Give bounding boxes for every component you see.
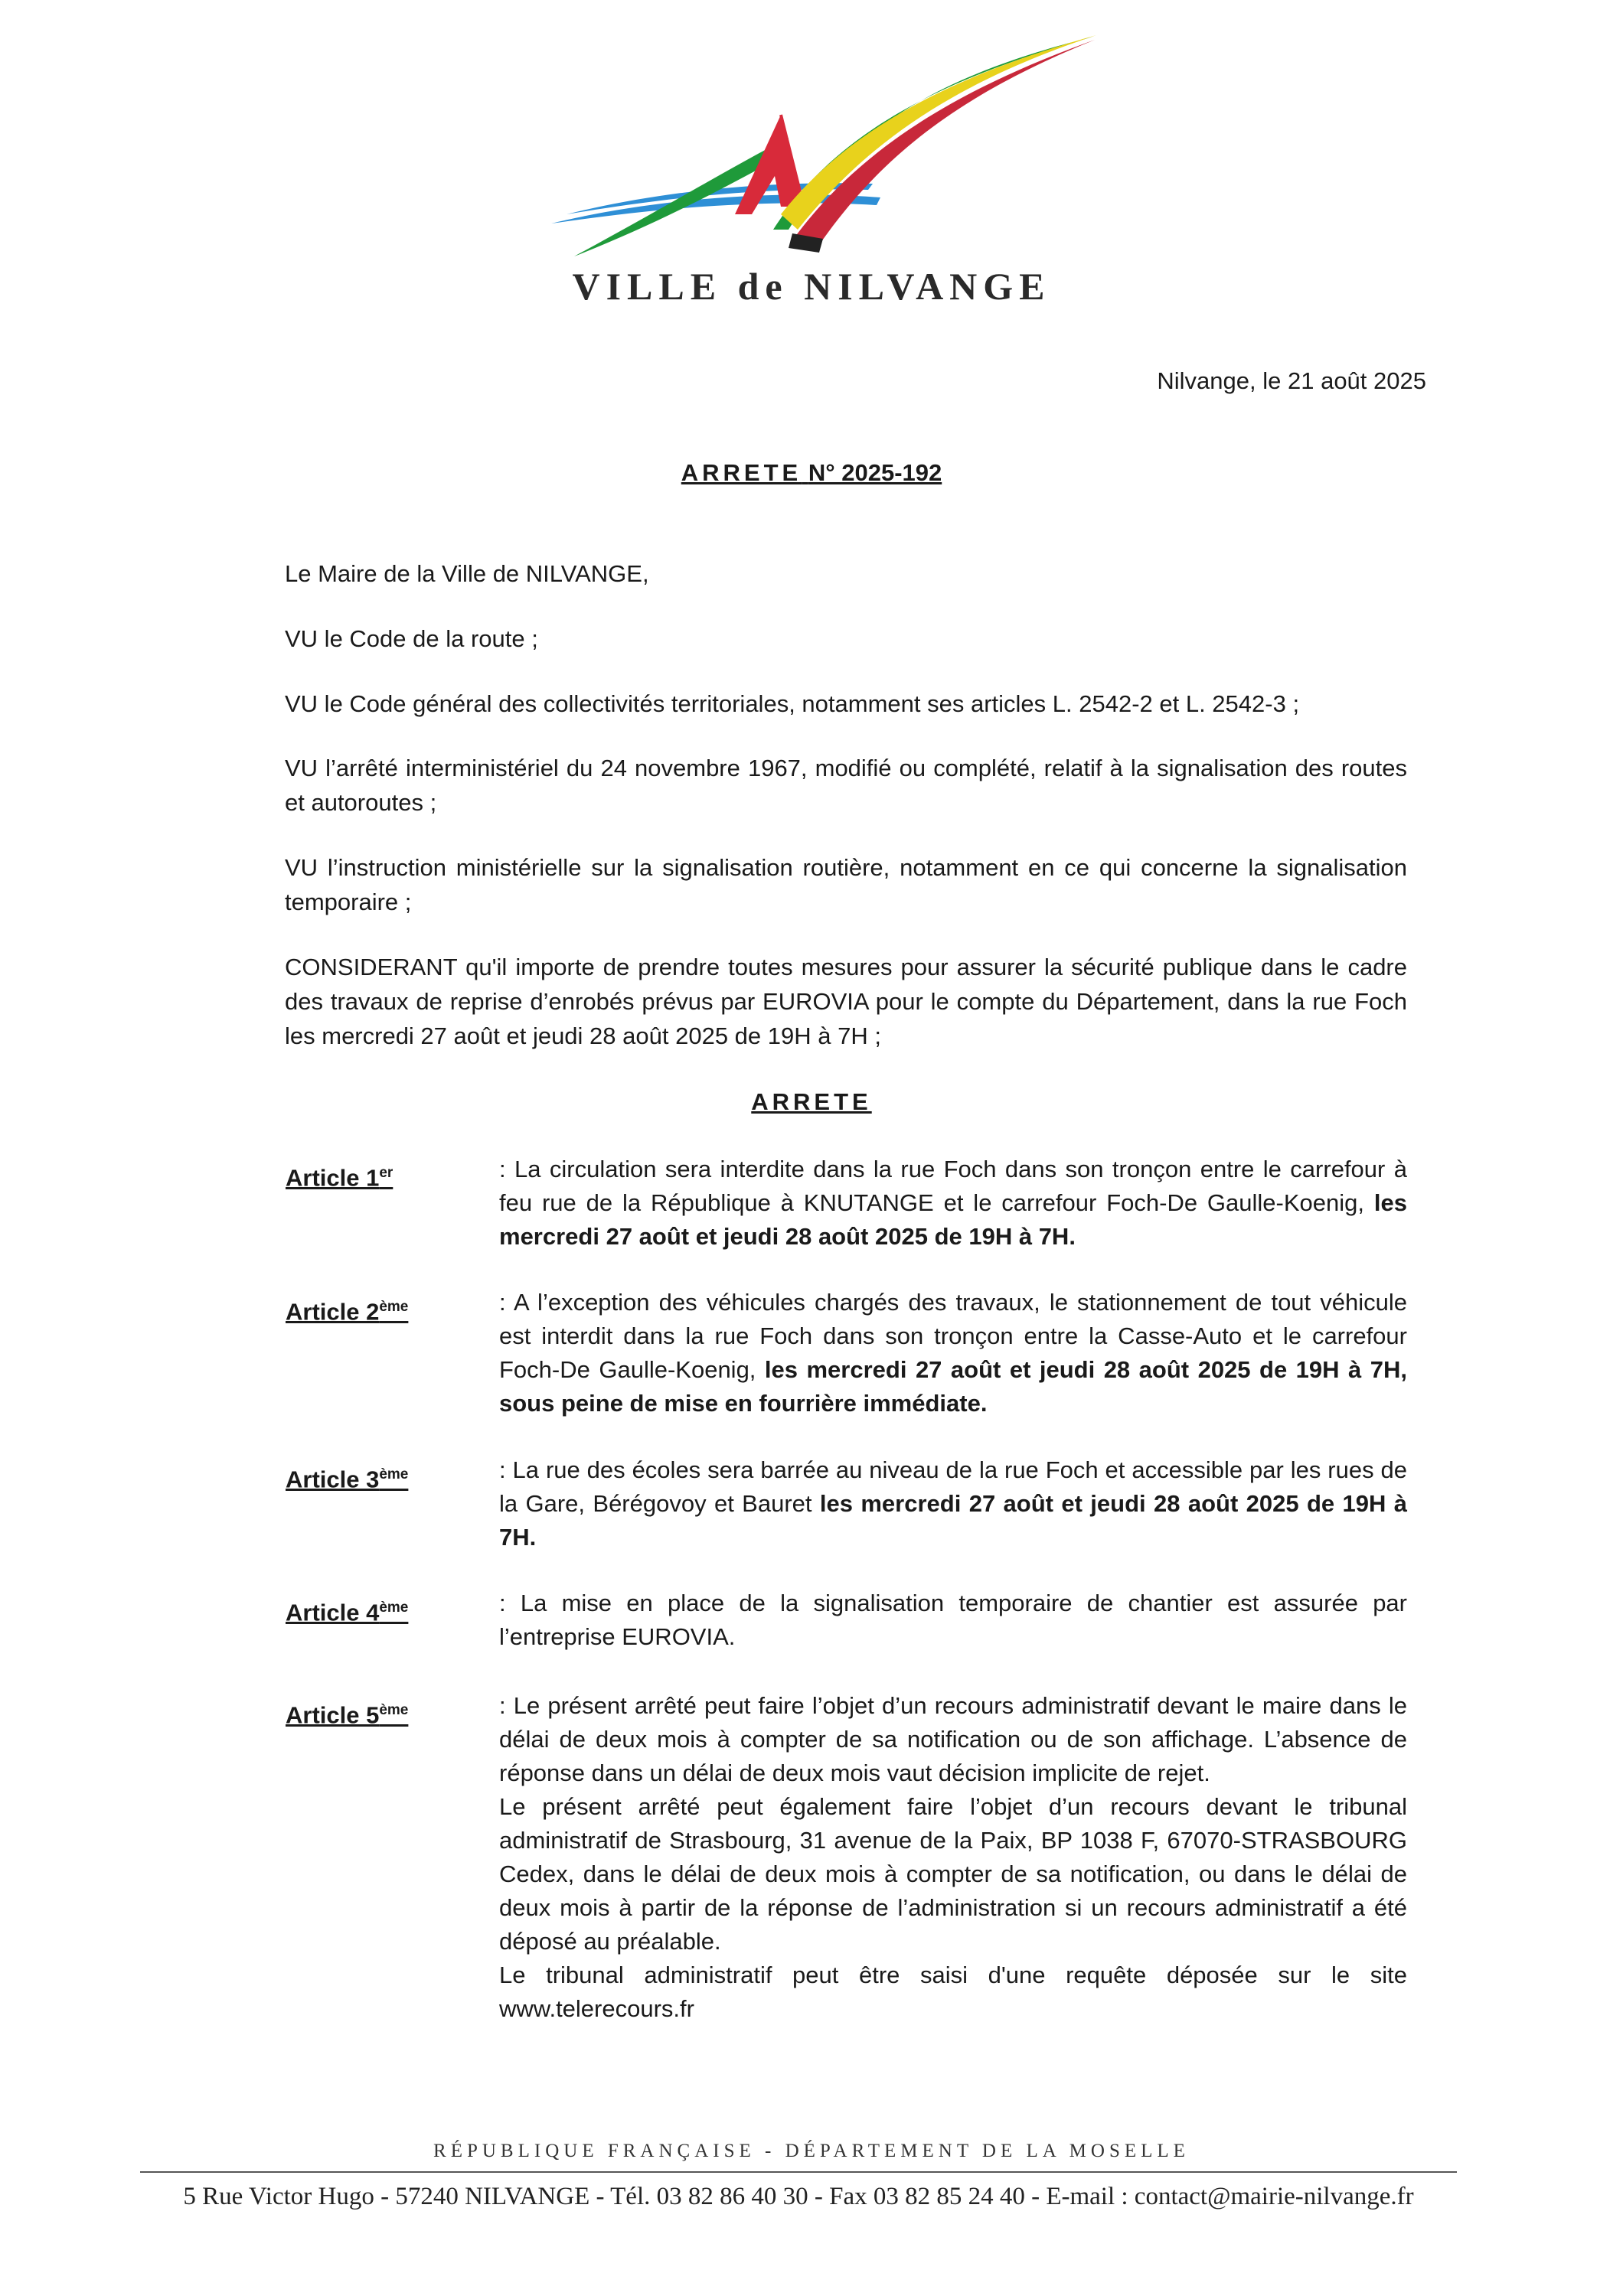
article-2-text (499, 1286, 1407, 1420)
article-3-label (286, 1457, 408, 1496)
article-4-text (499, 1587, 1407, 1654)
article-bold-text: les mercredi 27 août et jeudi 28 août 2025 de 19H à 7H, sous peine de mise en fourrière immédiate. (499, 1356, 1407, 1417)
article-bold-text: les mercredi 27 août et jeudi 28 août 2025 de 19H à 7H. (499, 1189, 1407, 1250)
article-label-sup: ème (379, 1600, 409, 1616)
article-paragraph: Le présent arrêté peut également faire l’objet d’un recours devant le tribunal administratif de Strasbourg, 31 avenue de la Paix, BP 1038 F, 67070-STRASBOURG Cedex, dans le délai de deux mois à compter de sa notification, ou dans le délai de deux mois à partir de la réponse de l’administration si un recours administratif a été déposé au préalable. (499, 1793, 1407, 1955)
article-label-text: Article 5 (286, 1701, 380, 1729)
article-label-text: Article 2 (286, 1298, 380, 1326)
arrete-heading: ARRETE (751, 1088, 872, 1115)
considerant: CONSIDERANT qu'il importe de prendre toutes mesures pour assurer la sécurité publique dans le cadre des travaux de reprise d’enrobés prévus par EUROVIA pour le compte du Département, dans la rue Foch les mercredi 27 août et jeudi 28 août 2025 de 19H à 7H ; (285, 954, 1407, 1049)
article-label-sup: ème (379, 1466, 409, 1482)
article-paragraph: : Le présent arrêté peut faire l’objet d’un recours administratif devant le maire dans le délai de deux mois à compter de sa notification ou de son affichage. L’absence de réponse dans un délai de deux mois vaut décision implicite de rejet. (499, 1692, 1407, 1786)
article-text: : La mise en place de la signalisation temporaire de chantier est assurée par l’entreprise EUROVIA. (499, 1590, 1407, 1650)
article-bold-text: les mercredi 27 août et jeudi 28 août 2025 de 19H à 7H. (499, 1490, 1407, 1551)
article-5-text (499, 1689, 1407, 2026)
article-label-sup: ème (379, 1702, 409, 1718)
article-label-text: Article 4 (286, 1599, 380, 1626)
article-3-text (499, 1453, 1407, 1554)
article-label-text: Article 1 (286, 1164, 380, 1192)
article-label-text: Article 3 (286, 1466, 380, 1493)
footer-divider (140, 2171, 1457, 2173)
arrete-number-prefix: ARRETE (681, 459, 802, 486)
article-paragraph: Le tribunal administratif peut être saisi d'une requête déposée sur le site www.telerecours.fr (499, 1962, 1407, 2022)
footer-address: 5 Rue Victor Hugo - 57240 NILVANGE - Tél. 03 82 86 40 30 - Fax 03 82 85 24 40 - E-mail : contact@mairie-nilvange.fr (183, 2183, 1414, 2210)
vu-arrete-interministeriel: VU l’arrêté interministériel du 24 novembre 1967, modifié ou complété, relatif à la signalisation des routes et autoroutes ; (285, 755, 1407, 816)
article-4-label (286, 1590, 408, 1629)
article-text: : A l’exception des véhicules chargés des travaux, le stationnement de tout véhicule est interdit dans la rue Foch dans son tronçon entre la Casse-Auto et le carrefour Foch-De Gaulle-Koenig, (499, 1289, 1407, 1383)
ville-de-nilvange-logo (551, 23, 1102, 276)
arrete-number (0, 459, 1623, 487)
article-1-label (286, 1156, 393, 1195)
article-5-label (286, 1693, 408, 1732)
vu-code-collectivites: VU le Code général des collectivités territoriales, notamment ses articles L. 2542-2 et L. 2542-3 ; (285, 690, 1300, 717)
date-line: Nilvange, le 21 août 2025 (1157, 367, 1426, 394)
article-label-sup: ème (379, 1299, 409, 1315)
mayor-line: Le Maire de la Ville de NILVANGE, (285, 560, 649, 587)
article-text: : La circulation sera interdite dans la rue Foch dans son tronçon entre le carrefour à feu rue de la République à KNUTANGE et le carrefour Foch-De Gaulle-Koenig, (499, 1156, 1407, 1216)
footer-republique: RÉPUBLIQUE FRANÇAISE - DÉPARTEMENT DE LA MOSELLE (433, 2141, 1190, 2161)
city-name: VILLE de NILVANGE (572, 265, 1051, 308)
article-2-label (286, 1290, 408, 1329)
arrete-number-suffix: N° 2025-192 (808, 459, 942, 486)
vu-code-route: VU le Code de la route ; (285, 625, 538, 652)
article-label-sup: er (379, 1165, 394, 1181)
article-1-text (499, 1153, 1407, 1254)
vu-instruction-ministerielle: VU l’instruction ministérielle sur la signalisation routière, notamment en ce qui concerne la signalisation temporaire ; (285, 854, 1407, 915)
article-text: : La rue des écoles sera barrée au niveau de la rue Foch et accessible par les rues de la Gare, Bérégovoy et Bauret (499, 1456, 1407, 1517)
